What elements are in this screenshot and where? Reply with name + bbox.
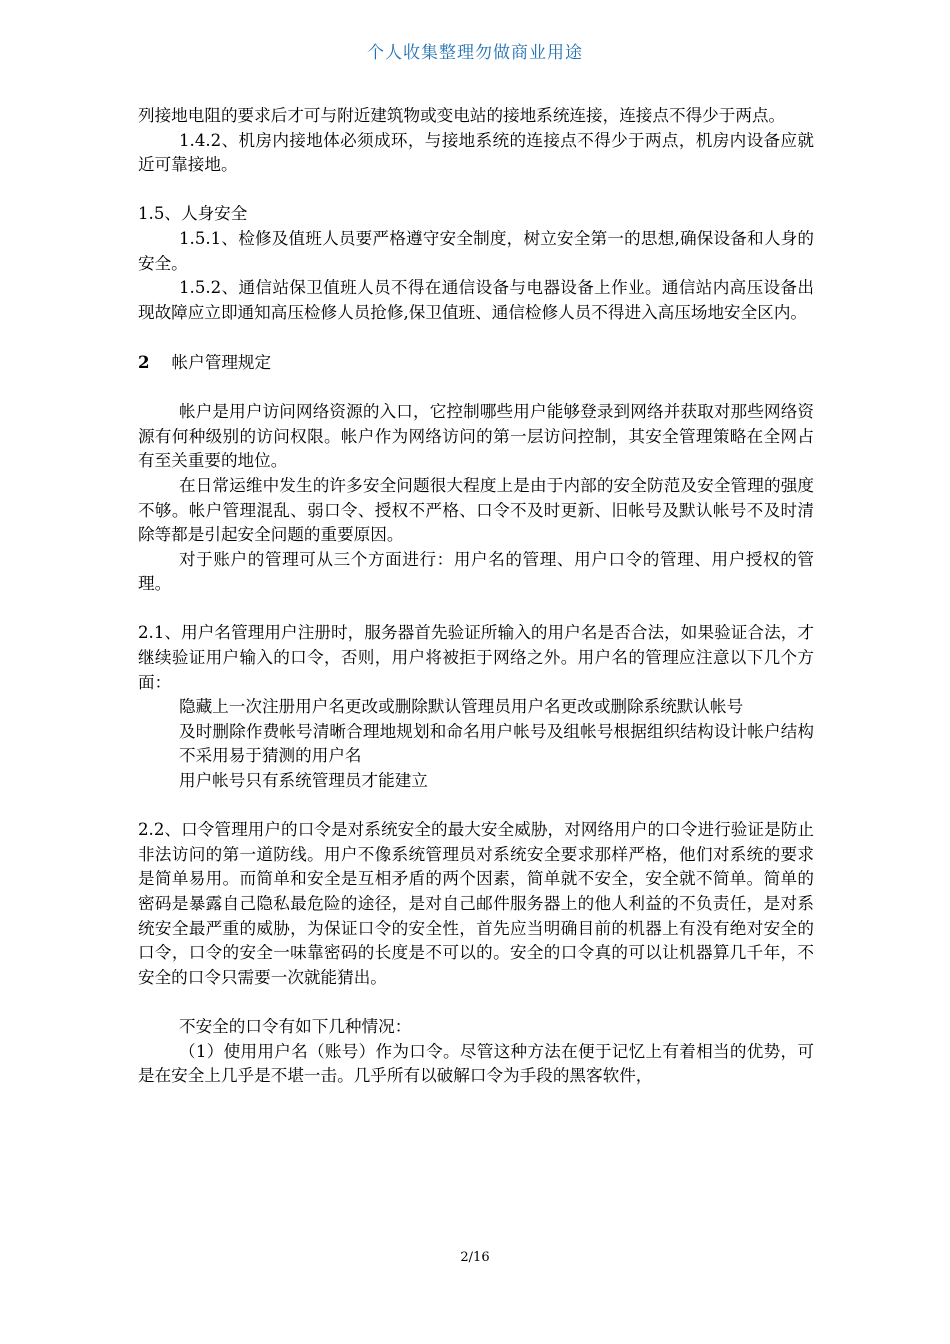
spacer [138, 376, 814, 401]
list-item: 及时删除作费帐号清晰合理地规划和命名用户帐号及组帐号根据组织结构设计帐户结构不采用易于猜测的用户名 [179, 721, 814, 766]
section-title: 1.5、人身安全 [138, 204, 248, 224]
paragraph: 对于账户的管理可从三个方面进行：用户名的管理、用户口令的管理、用户授权的管理。 [138, 549, 814, 594]
paragraph: 2.1、用户名管理用户注册时，服务器首先验证所输入的用户名是否合法，如果验证合法，才继续验证用户输入的口令，否则，用户将被拒于网络之外。用户名的管理应注意以下几个方面： [138, 623, 814, 692]
list-item: 用户帐号只有系统管理员才能建立 [179, 771, 428, 791]
section-heading-text: 帐户管理规定 [171, 352, 272, 372]
paragraph: 1.5.1、检修及值班人员要严格遵守安全制度，树立安全第一的思想,确保设备和人身的安全。 [138, 228, 814, 273]
spacer [138, 325, 814, 350]
spacer [138, 178, 814, 203]
paragraph: 帐户是用户访问网络资源的入口，它控制哪些用户能够登录到网络并获取对那些网络资源有何种级别的访问权限。帐户作为网络访问的第一层访问控制，其安全管理策略在全网占有至关重要的地位。 [138, 402, 814, 471]
page-number: 2/16 [460, 1250, 490, 1265]
paragraph: 1.5.2、通信站保卫值班人员不得在通信设备与电器设备上作业。通信站内高压设备出现故障应立即通知高压检修人员抢修,保卫值班、通信检修人员不得进入高压场地安全区内。 [138, 278, 814, 322]
section-heading [138, 350, 814, 376]
spacer [138, 597, 814, 622]
paragraph: 1.4.2、机房内接地体必须成环，与接地系统的连接点不得少于两点，机房内设备应就近可靠接地。 [138, 130, 814, 175]
paragraph: 2.2、口令管理用户的口令是对系统安全的最大安全威胁，对网络用户的口令进行验证是防止非法访问的第一道防线。用户不像系统管理员对系统安全要求那样严格，他们对系统的要求是简单易用。而简单和安全是互相矛盾的两个因素，简单就不安全，安全就不简单。简单的密码是暴露自己隐私最危险的途径，是对自己邮件服务器上的他人利益的不负责任，是对系统安全最严重的威胁，为保证口令的安全性，首先应当明确目前的机器上有没有绝对安全的口令，口令的安全一味靠密码的长度是不可以的。安全的口令真的可以让机器算几千年，不安全的口令只需要一次就能猜出。 [138, 820, 814, 987]
list-item: 隐藏上一次注册用户名更改或删除默认管理员用户名更改或删除系统默认帐号 [179, 697, 744, 717]
paragraph: 列接地电阻的要求后才可与附近建筑物或变电站的接地系统连接，连接点不得少于两点。 [138, 106, 786, 125]
paragraph: （1）使用用户名（账号）作为口令。尽管这种方法在便于记忆上有着相当的优势，可是在安全上几乎是不堪一击。几乎所有以破解口令为手段的黑客软件， [138, 1041, 814, 1086]
page-header: 个人收集整理勿做商业用途 [367, 43, 583, 63]
spacer [138, 794, 814, 819]
spacer [138, 990, 814, 1015]
paragraph: 不安全的口令有如下几种情况： [179, 1016, 412, 1036]
document-body [138, 104, 814, 1089]
section-number: 2 [138, 351, 150, 372]
paragraph: 在日常运维中发生的许多安全问题很大程度上是由于内部的安全防范及安全管理的强度不够。帐户管理混乱、弱口令、授权不严格、口令不及时更新、旧帐号及默认帐号不及时清除等都是引起安全问题的重要原因。 [138, 475, 814, 545]
